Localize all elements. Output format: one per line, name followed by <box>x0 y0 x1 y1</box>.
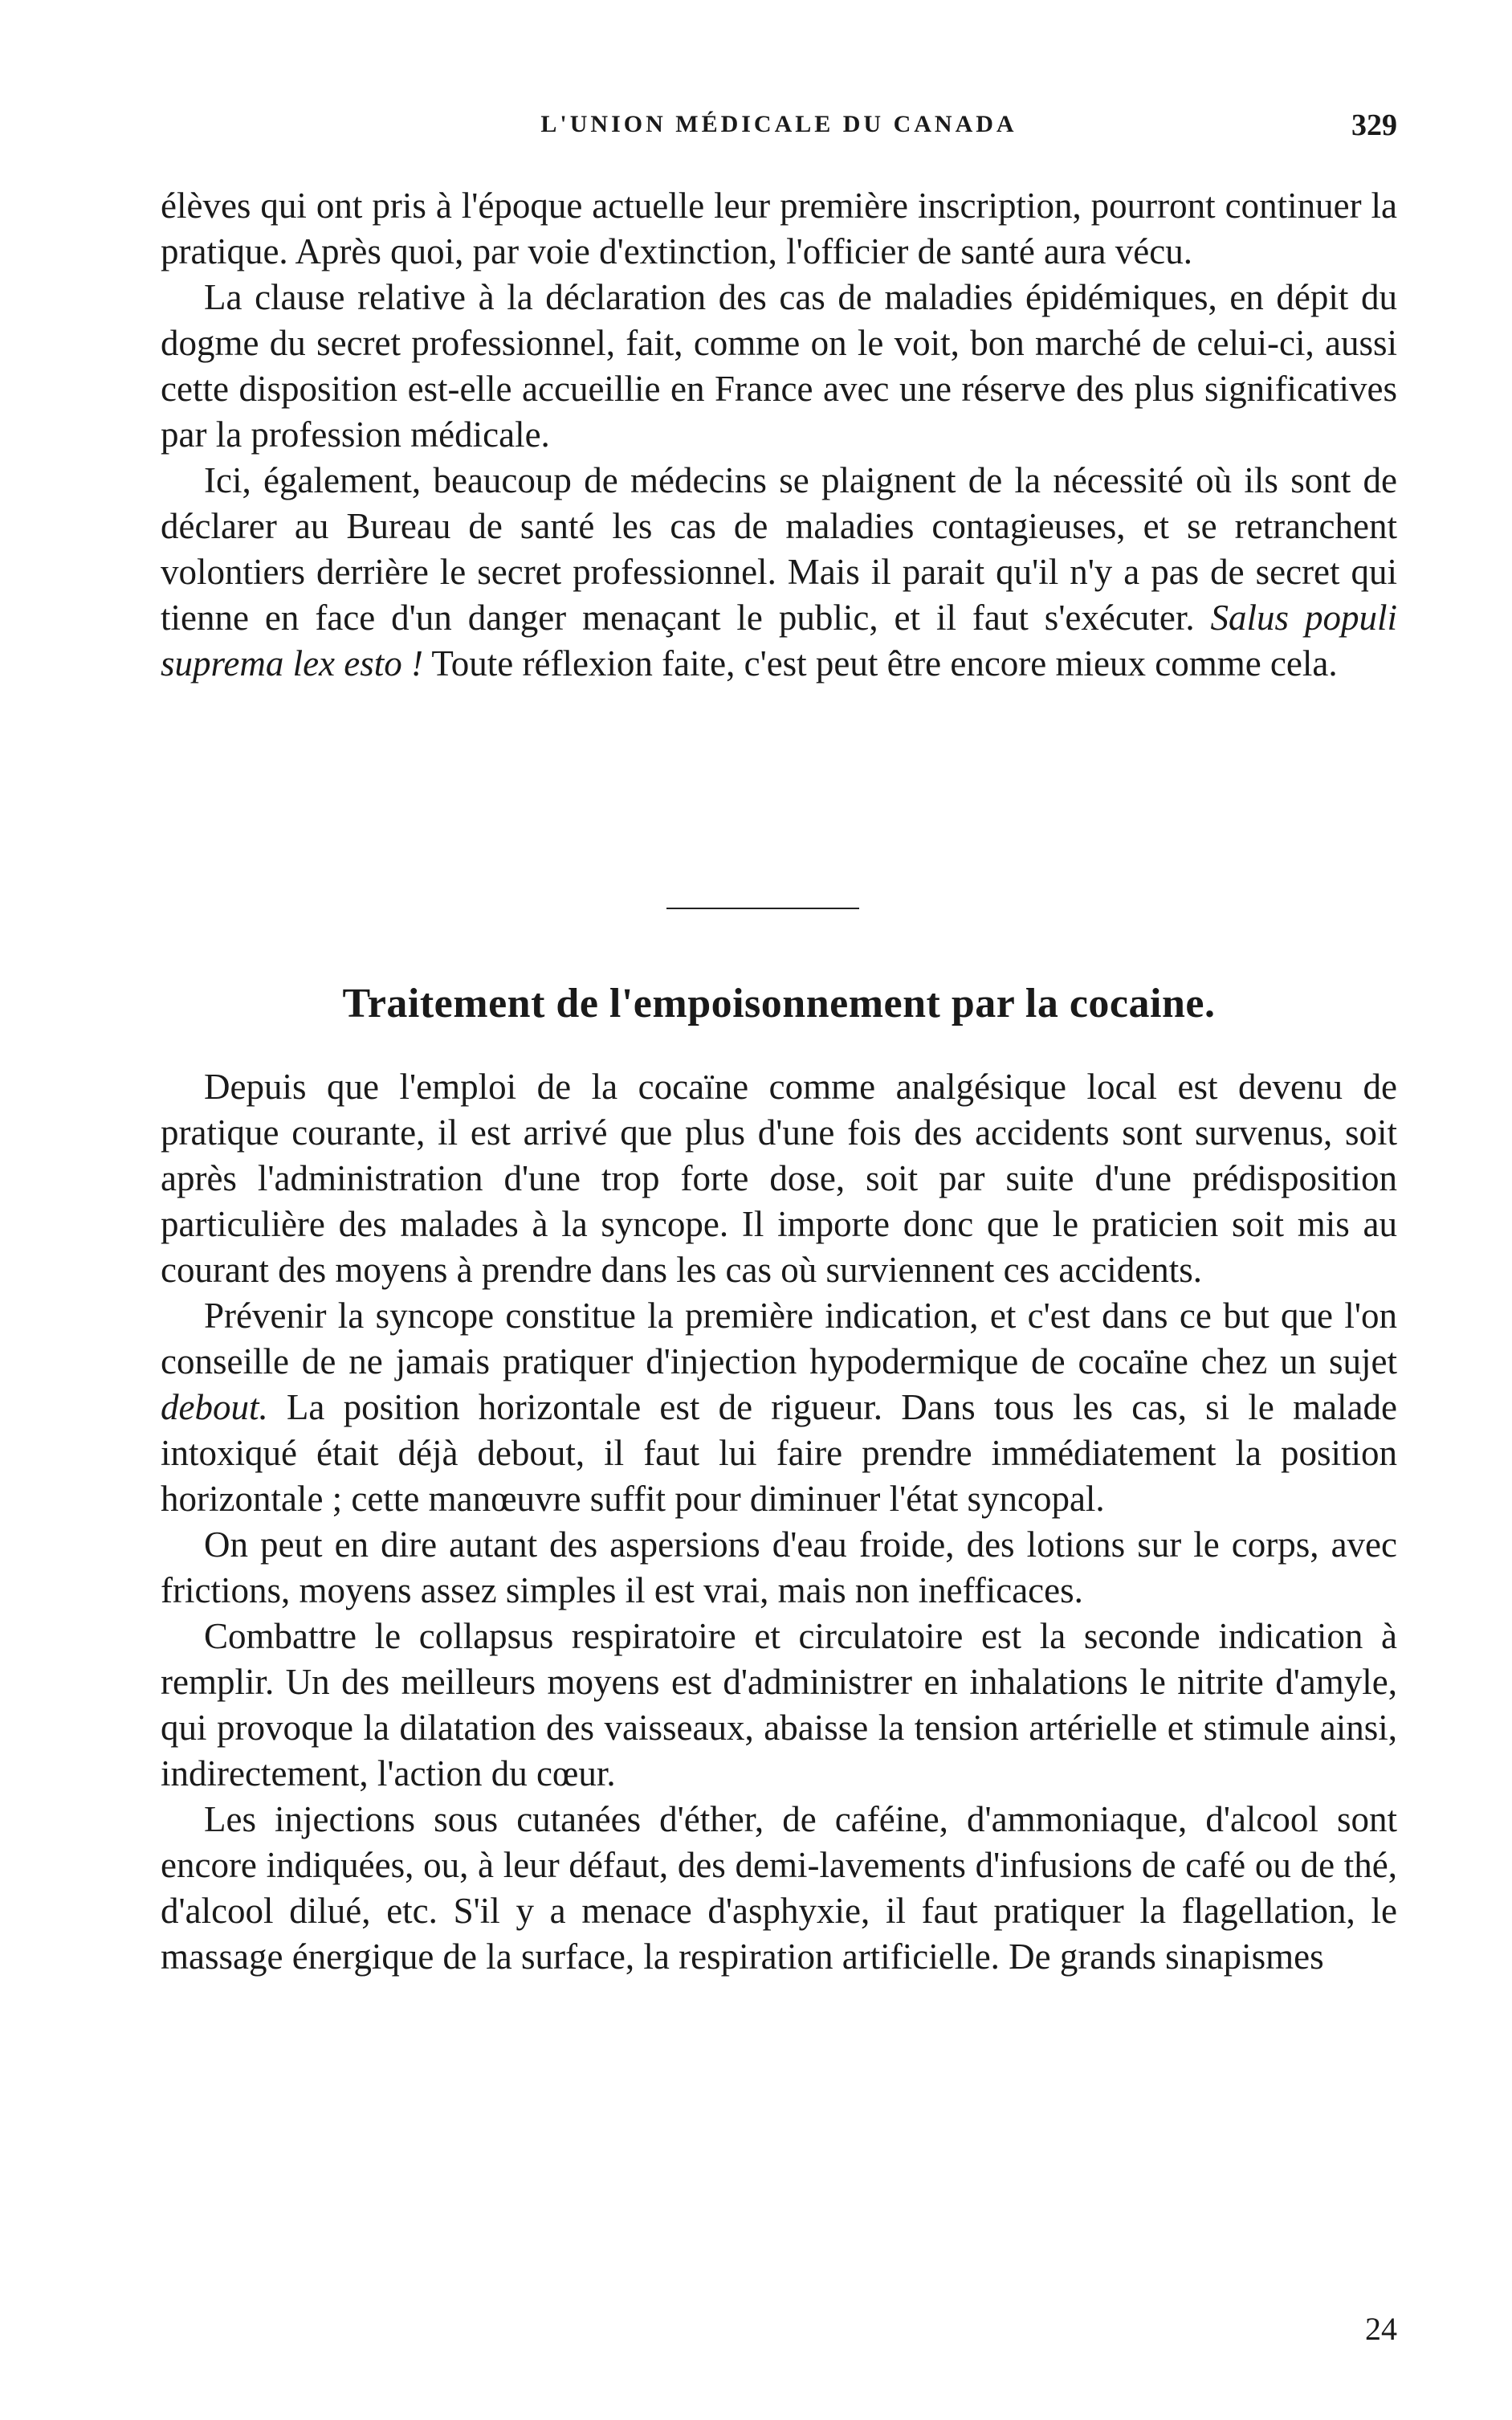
document-page <box>161 96 1397 2393</box>
paragraph-text: Toute réflexion faite, c'est peut être encore mieux comme cela. <box>423 643 1338 684</box>
emphasized-word: debout. <box>161 1387 268 1427</box>
paragraph-text: Prévenir la syncope constitue la première indication, et c'est dans ce but que l'on conseille de ne jamais pratiquer d'injection hypodermique de cocaïne chez un sujet <box>161 1296 1397 1381</box>
page-number: 329 <box>1351 108 1397 142</box>
section-body-text <box>161 1064 1397 1980</box>
paragraph: Combattre le collapsus respiratoire et circulatoire est la seconde indication à remplir. Un des meilleurs moyens est d'administrer en inhalations le nitrite d'amyle, qui provoque la dilatation des vaisseaux, abaisse la tension artérielle et stimule ainsi, indirectement, l'action du cœur. <box>161 1616 1397 1794</box>
paragraph: La clause relative à la déclaration des cas de maladies épidémiques, en dépit du dogme du secret professionnel, fait, comme on le voit, bon marché de celui-ci, aussi cette disposition est-elle accueillie en France avec une réserve des plus significatives par la profession médicale. <box>161 277 1397 455</box>
section-title: Traitement de l'empoisonnement par la cocaine. <box>342 981 1216 1026</box>
paragraph-text: La position horizontale est de rigueur. Dans tous les cas, si le malade intoxiqué était déjà debout, il faut lui faire prendre immédiatement la position horizontale ; cette manœuvre suffit pour diminuer l'état syncopal. <box>161 1387 1397 1519</box>
paragraph: Les injections sous cutanées d'éther, de caféine, d'ammoniaque, d'alcool sont encore indiquées, ou, à leur défaut, des demi-lavements d'infusions de café ou de thé, d'alcool dilué, etc. S'il y a menace d'asphyxie, il faut pratiquer la flagellation, le massage énergique de la surface, la respiration artificielle. De grands sinapismes <box>161 1799 1397 1977</box>
signature-mark: 24 <box>1365 2311 1397 2347</box>
paragraph <box>161 1293 1397 1522</box>
continued-article-text <box>161 183 1397 687</box>
paragraph <box>161 458 1397 687</box>
paragraph: On peut en dire autant des aspersions d'eau froide, des lotions sur le corps, avec frictions, moyens assez simples il est vrai, mais non inefficaces. <box>161 1524 1397 1610</box>
latin-quote: Salus populi suprema lex esto ! <box>161 598 1397 684</box>
paragraph: Depuis que l'emploi de la cocaïne comme analgésique local est devenu de pratique courante, il est arrivé que plus d'une fois des accidents sont survenus, soit après l'administration d'une trop forte dose, soit par suite d'une prédisposition particulière des malades à la syncope. Il importe donc que le praticien soit mis au courant des moyens à prendre dans les cas où surviennent ces accidents. <box>161 1067 1397 1290</box>
section-divider <box>666 908 859 909</box>
paragraph: élèves qui ont pris à l'époque actuelle leur première inscription, pourront continuer la pratique. Après quoi, par voie d'extinction, l'officier de santé aura vécu. <box>161 186 1397 271</box>
running-title: L'UNION MÉDICALE DU CANADA <box>540 111 1017 137</box>
paragraph-text: Ici, également, beaucoup de médecins se plaignent de la nécessité où ils sont de déclarer au Bureau de santé les cas de maladies contagieuses, et se retranchent volontiers derrière le secret professionnel. Mais il parait qu'il n'y a pas de secret qui tienne en face d'un danger menaçant le public, et il faut s'exécuter. <box>161 460 1397 638</box>
running-head <box>161 108 1397 159</box>
